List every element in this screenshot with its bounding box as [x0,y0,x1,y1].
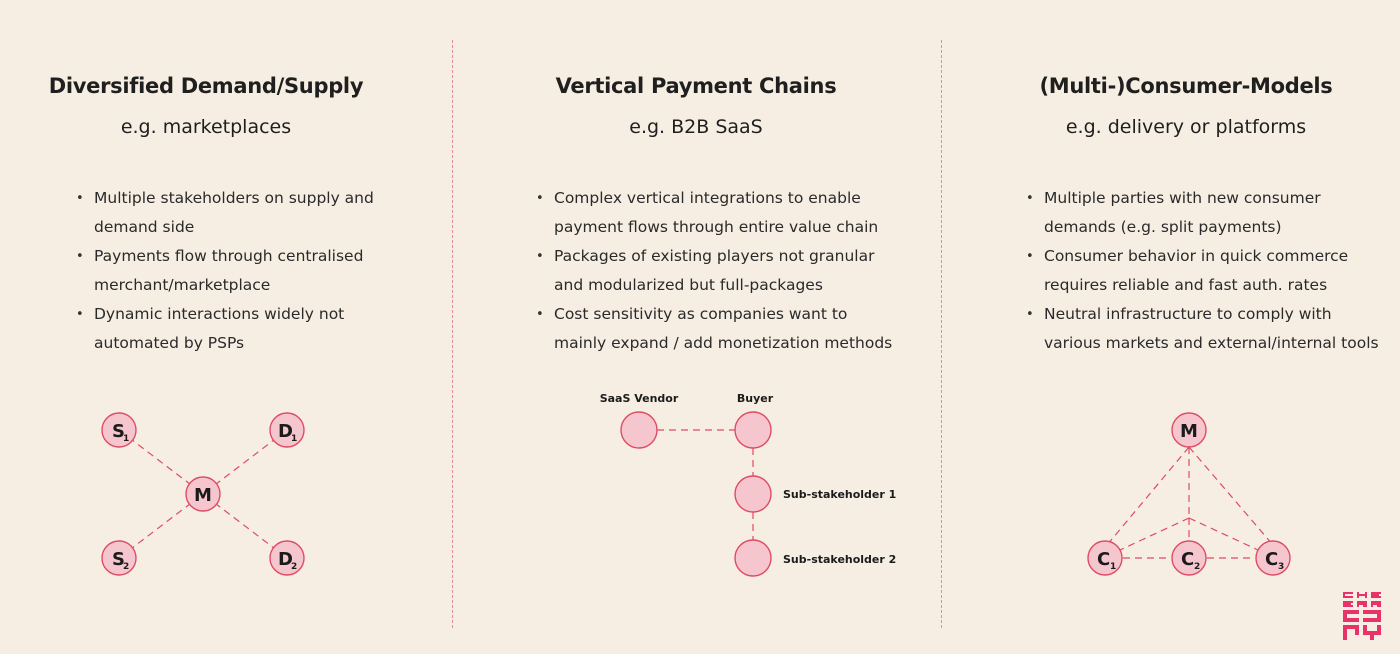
column-title: Vertical Payment Chains [555,74,837,98]
svg-text:S: S [112,549,125,570]
bullet-item: • Dynamic interactions widely not automated by PSPs [78,300,374,358]
node-c1 [1088,541,1122,575]
svg-text:3: 3 [1278,562,1285,572]
node-buyer [735,412,771,448]
label-sub-stakeholder-1: Sub-stakeholder 1 [783,488,897,501]
column-title: Diversified Demand/Supply [48,74,364,98]
svg-text:M: M [1180,421,1198,442]
label-saas-vendor: SaaS Vendor [599,392,679,405]
column-subtitle: e.g. delivery or platforms [1065,116,1307,138]
svg-text:D: D [278,421,293,442]
node-s1 [102,413,136,447]
node-m [186,477,220,511]
edge-m-c3 [1189,447,1273,545]
svg-text:2: 2 [1194,562,1201,572]
column-title: (Multi-)Consumer-Models [1039,74,1333,98]
node-saas-vendor [621,412,657,448]
svg-text:1: 1 [123,434,130,444]
svg-text:2: 2 [291,562,298,572]
svg-text:S: S [112,421,125,442]
node-c2 [1172,541,1206,575]
diagram-payment-chain [600,392,897,576]
column-subtitle: e.g. marketplaces [120,116,292,138]
node-sub-stakeholder-2 [735,540,771,576]
edge-m-c1 [1107,447,1189,545]
bullet-item: • Packages of existing players not granular and modularized but full-packages [538,242,892,300]
svg-text:M: M [194,485,212,506]
diagram-multi-consumer [1088,413,1290,575]
label-buyer: Buyer [736,392,774,405]
node-c3 [1256,541,1290,575]
svg-text:2: 2 [123,562,130,572]
node-m [1172,413,1206,447]
svg-text:C: C [1097,549,1111,570]
svg-text:1: 1 [291,434,298,444]
svg-text:1: 1 [1110,562,1117,572]
cherry-logo [1343,592,1381,640]
bullet-item: • Multiple parties with new consumer demands (e.g. split payments) [1028,184,1379,242]
label-sub-stakeholder-2: Sub-stakeholder 2 [783,553,897,566]
svg-text:C: C [1181,549,1195,570]
node-sub-stakeholder-1 [735,476,771,512]
bullet-item: • Payments flow through centralised merchant/marketplace [78,242,374,300]
bullet-item: • Neutral infrastructure to comply with various markets and external/internal tools [1028,300,1379,358]
bullet-item: • Complex vertical integrations to enable payment flows through entire value chain [538,184,892,242]
diagram-marketplace [102,413,304,575]
node-d2 [270,541,304,575]
node-s2 [102,541,136,575]
node-d1 [270,413,304,447]
bullet-item: • Consumer behavior in quick commerce requires reliable and fast auth. rates [1028,242,1379,300]
column-subtitle: e.g. B2B SaaS [629,116,763,138]
svg-text:D: D [278,549,293,570]
svg-text:C: C [1265,549,1279,570]
bullet-item: • Multiple stakeholders on supply and demand side [78,184,374,242]
bullet-item: • Cost sensitivity as companies want to mainly expand / add monetization methods [538,300,892,358]
